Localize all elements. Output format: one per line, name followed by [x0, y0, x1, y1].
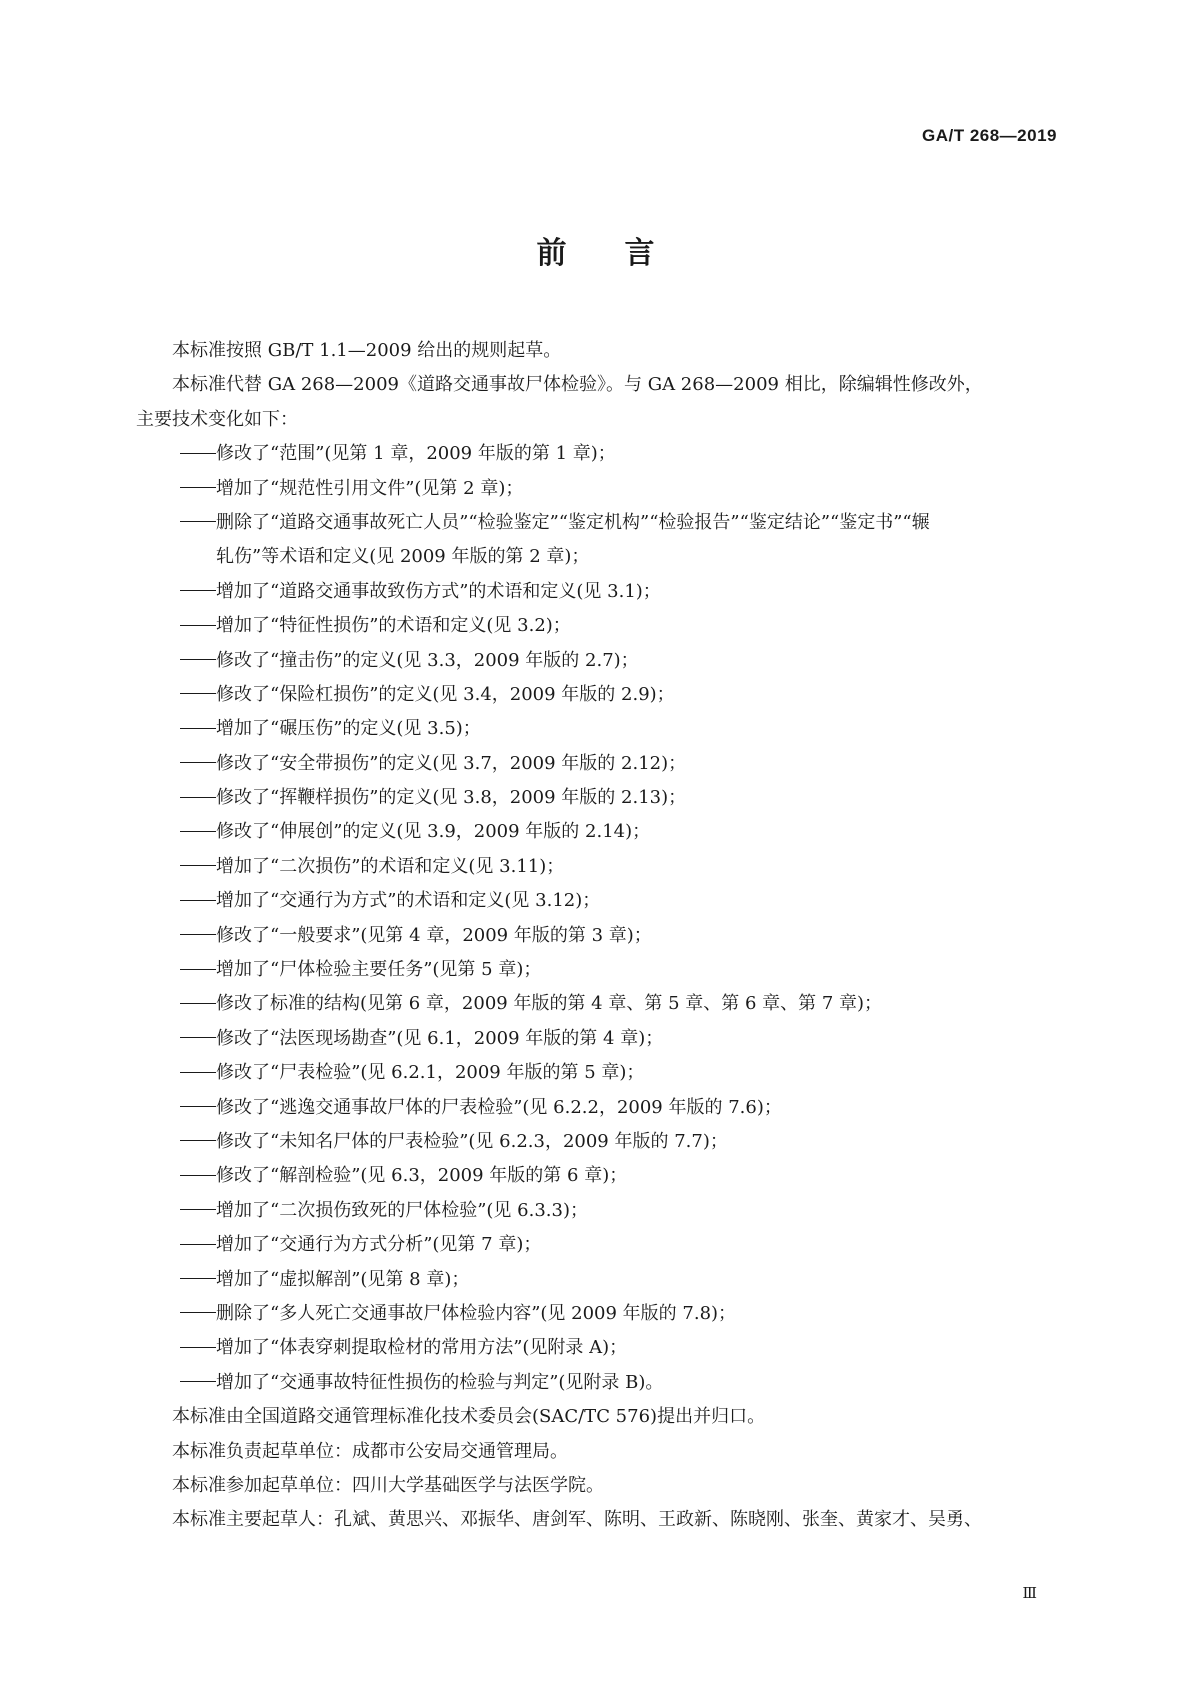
list-item: 修改了“未知名尸体的尸表检验”(见 6.2.3，2009 年版的 7.7)；: [136, 1125, 1056, 1159]
dash-mark: [180, 1381, 216, 1382]
list-item-continuation: 轧伤”等术语和定义(见 2009 年版的第 2 章)；: [216, 546, 590, 568]
dash-mark: [180, 1037, 216, 1038]
list-item: 修改了“伸展创”的定义(见 3.9，2009 年版的 2.14)；: [136, 815, 1056, 849]
list-item: 修改了“挥鞭样损伤”的定义(见 3.8，2009 年版的 2.13)；: [136, 781, 1056, 815]
list-item: 修改了“撞击伤”的定义(见 3.3，2009 年版的 2.7)；: [136, 644, 1056, 678]
dash-mark: [180, 934, 216, 935]
list-item: 修改了“尸表检验”(见 6.2.1，2009 年版的第 5 章)；: [136, 1056, 1056, 1090]
title-char-right: 言: [624, 236, 655, 271]
list-item: 修改了“范围”(见第 1 章，2009 年版的第 1 章)；: [136, 437, 1056, 471]
list-item: 增加了“交通行为方式”的术语和定义(见 3.12)；: [136, 884, 1056, 918]
list-item: 删除了“多人死亡交通事故尸体检验内容”(见 2009 年版的 7.8)；: [136, 1297, 1056, 1331]
paragraph-drafting-rules: 本标准按照 GB/T 1.1—2009 给出的规则起草。: [172, 340, 562, 361]
dash-mark: [180, 1209, 216, 1210]
dash-mark: [180, 831, 216, 832]
list-item: 增加了“尸体检验主要任务”(见第 5 章)；: [136, 953, 1056, 987]
list-item: 修改了标准的结构(见第 6 章，2009 年版的第 4 章、第 5 章、第 6 章、第 7 章)；: [136, 987, 1056, 1021]
paragraph-proposed-by: 本标准由全国道路交通管理标准化技术委员会(SAC/TC 576)提出并归口。: [172, 1406, 766, 1428]
list-item: 增加了“交通事故特征性损伤的检验与判定”(见附录 B)。: [136, 1366, 1056, 1400]
list-item: 增加了“规范性引用文件”(见第 2 章)；: [136, 472, 1056, 506]
list-item: 增加了“体表穿刺提取检材的常用方法”(见附录 A)；: [136, 1331, 1056, 1365]
paragraph-participating-unit: 本标准参加起草单位：四川大学基础医学与法医学院。: [172, 1474, 604, 1496]
dash-mark: [180, 453, 216, 454]
dash-mark: [180, 659, 216, 660]
dash-mark: [180, 1244, 216, 1245]
list-item: 修改了“逃逸交通事故尸体的尸表检验”(见 6.2.2，2009 年版的 7.6)；: [136, 1091, 1056, 1125]
dash-mark: [180, 590, 216, 591]
list-item: 增加了“二次损伤”的术语和定义(见 3.11)；: [136, 850, 1056, 884]
dash-mark: [180, 693, 216, 694]
paragraph-drafters: 本标准主要起草人：孔斌、黄思兴、邓振华、唐剑军、陈明、王政新、陈晓刚、张奎、黄家才、吴勇、: [172, 1509, 982, 1531]
dash-mark: [180, 900, 216, 901]
dash-mark: [180, 521, 216, 522]
list-item: 增加了“虚拟解剖”(见第 8 章)；: [136, 1263, 1056, 1297]
dash-mark: [180, 969, 216, 970]
dash-mark: [180, 1278, 216, 1279]
title-char-left: 前: [536, 236, 567, 271]
dash-mark: [180, 1175, 216, 1176]
page-number: Ⅲ: [1022, 1584, 1037, 1602]
dash-mark: [180, 728, 216, 729]
list-item: 修改了“一般要求”(见第 4 章，2009 年版的第 3 章)；: [136, 919, 1056, 953]
list-item: 增加了“二次损伤致死的尸体检验”(见 6.3.3)；: [136, 1194, 1056, 1228]
list-item: 修改了“安全带损伤”的定义(见 3.7，2009 年版的 2.12)；: [136, 747, 1056, 781]
list-item: 增加了“碾压伤”的定义(见 3.5)；: [136, 712, 1056, 746]
dash-mark: [180, 1106, 216, 1107]
list-item: 修改了“解剖检验”(见 6.3，2009 年版的第 6 章)；: [136, 1159, 1056, 1193]
paragraph-replacement: 本标准代替 GA 268—2009《道路交通事故尸体检验》。与 GA 268—2009 相比，除编辑性修改外，: [172, 374, 983, 396]
dash-mark: [180, 1312, 216, 1313]
document-body: [136, 334, 1056, 1538]
paragraph-responsible-unit: 本标准负责起草单位：成都市公安局交通管理局。: [172, 1440, 568, 1462]
dash-mark: [180, 762, 216, 763]
dash-mark: [180, 797, 216, 798]
page-title: [0, 228, 1191, 272]
dash-mark: [180, 865, 216, 866]
dash-mark: [180, 487, 216, 488]
dash-mark: [180, 1140, 216, 1141]
list-item: 增加了“特征性损伤”的术语和定义(见 3.2)；: [136, 609, 1056, 643]
paragraph-replacement-continued: 主要技术变化如下：: [136, 408, 298, 430]
list-item: 修改了“保险杠损伤”的定义(见 3.4，2009 年版的 2.9)；: [136, 678, 1056, 712]
dash-mark: [180, 625, 216, 626]
list-item: 修改了“法医现场勘查”(见 6.1，2009 年版的第 4 章)；: [136, 1022, 1056, 1056]
list-item: 增加了“交通行为方式分析”(见第 7 章)；: [136, 1228, 1056, 1262]
list-item: 增加了“道路交通事故致伤方式”的术语和定义(见 3.1)；: [136, 575, 1056, 609]
dash-mark: [180, 1072, 216, 1073]
standard-code: GA/T 268—2019: [921, 126, 1057, 145]
dash-mark: [180, 1003, 216, 1004]
dash-mark: [180, 1347, 216, 1348]
list-item: 删除了“道路交通事故死亡人员”“检验鉴定”“鉴定机构”“检验报告”“鉴定结论”“鉴定书”“辗: [136, 506, 1056, 540]
